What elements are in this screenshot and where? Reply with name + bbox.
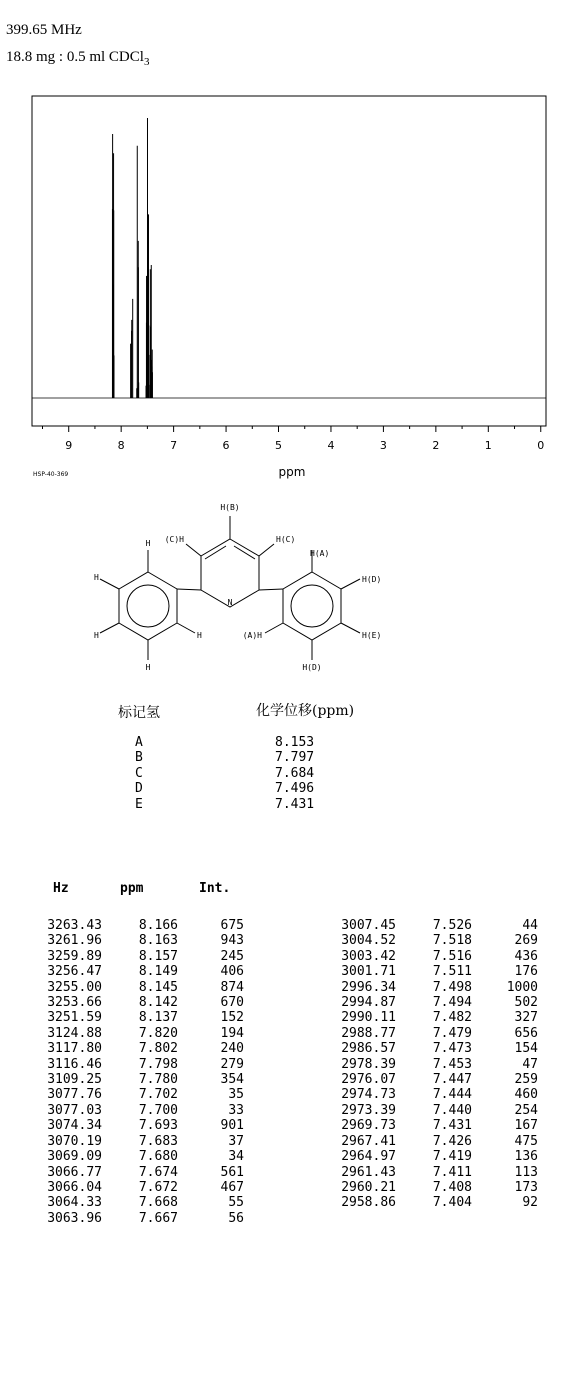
assignment-row (115, 781, 395, 796)
peak-row (328, 1087, 538, 1102)
peak-row (328, 1010, 538, 1025)
peak-int: 113 (514, 1164, 538, 1180)
assignment-row (115, 750, 395, 765)
peak-row (328, 980, 538, 995)
peak-int: 254 (514, 1102, 538, 1118)
peak-row (328, 949, 538, 964)
peak-int: 167 (514, 1118, 538, 1134)
peak-hz: 3004.52 (341, 933, 396, 949)
peak-ppm: 7.702 (138, 1087, 178, 1103)
peak-hz: 3261.96 (47, 933, 102, 949)
peak-int: 55 (228, 1195, 244, 1211)
peak-int: 92 (522, 1195, 538, 1211)
peak-hz: 3077.03 (47, 1102, 102, 1118)
peak-int: 245 (220, 948, 244, 964)
peak-hz: 3116.46 (47, 1056, 102, 1072)
sample-text: 18.8 mg : 0.5 ml CDCl (6, 49, 144, 65)
peak-hz: 3077.76 (47, 1087, 102, 1103)
peak-table-left (34, 918, 244, 1226)
peak-int: 436 (514, 948, 538, 964)
peak-hz: 3074.34 (47, 1118, 102, 1134)
peak-row (34, 1026, 244, 1041)
assignment-label: B (135, 750, 143, 766)
peak-int: 354 (220, 1072, 244, 1088)
peak-row (34, 964, 244, 979)
peak-row (34, 1165, 244, 1180)
peak-ppm: 7.440 (432, 1102, 472, 1118)
assignment-header-label: 标记氢 (118, 705, 160, 721)
label-hc-left: (C)H (164, 535, 184, 544)
assignment-row (115, 735, 395, 750)
label-h-4: H (145, 663, 151, 672)
peak-hz: 3003.42 (341, 948, 396, 964)
peak-hz: 2964.97 (341, 1149, 396, 1165)
label-he: H(E) (362, 631, 382, 640)
peak-ppm: 7.447 (432, 1072, 472, 1088)
peak-int: 194 (220, 1025, 244, 1041)
assignment-label: C (135, 765, 143, 781)
peak-hz: 2960.21 (341, 1179, 396, 1195)
peak-ppm: 7.674 (138, 1164, 178, 1180)
peak-row (328, 933, 538, 948)
peak-row (34, 1010, 244, 1025)
label-ha-top: H(A) (310, 549, 330, 558)
assignment-row (115, 797, 395, 812)
peak-int: 943 (220, 933, 244, 949)
peak-row (34, 1211, 244, 1226)
x-tick-label: 3 (379, 439, 387, 452)
peak-ppm: 7.419 (432, 1149, 472, 1165)
label-hd-bottom: H(D) (302, 663, 322, 672)
peak-layer (112, 118, 152, 398)
x-axis-label: ppm (278, 465, 306, 479)
peak-ppm: 8.157 (138, 948, 178, 964)
peak-ppm: 7.667 (138, 1210, 178, 1226)
peak-hz: 3063.96 (47, 1210, 102, 1226)
phenyl-ring-left (119, 572, 177, 640)
peak-int: 1000 (506, 979, 538, 995)
peak-row (34, 918, 244, 933)
peak-ppm: 7.680 (138, 1149, 178, 1165)
peak-int: 44 (522, 918, 538, 933)
peak-hz: 3263.43 (47, 918, 102, 933)
peak-hz: 2976.07 (341, 1072, 396, 1088)
molecular-structure (80, 498, 420, 688)
sample-description (6, 49, 149, 68)
peak-int: 34 (228, 1149, 244, 1165)
peak-row (34, 1087, 244, 1102)
label-hb: H(B) (220, 503, 240, 512)
peak-ppm: 7.802 (138, 1041, 178, 1057)
peak-hz: 2986.57 (341, 1041, 396, 1057)
peak-int: 675 (220, 918, 244, 933)
peak-hz: 3066.04 (47, 1179, 102, 1195)
peak-row (34, 1072, 244, 1087)
peak-row (328, 1041, 538, 1056)
spectrometer-frequency: 399.65 MHz (6, 22, 82, 38)
x-tick-label: 6 (222, 439, 230, 452)
peak-row (34, 1118, 244, 1133)
sample-subscript: 3 (143, 56, 150, 68)
peak-row (328, 1195, 538, 1210)
peak-row (34, 1134, 244, 1149)
peak-hz: 3251.59 (47, 1010, 102, 1026)
peak-int: 173 (514, 1179, 538, 1195)
peak-int: 561 (220, 1164, 244, 1180)
peak-hz: 2961.43 (341, 1164, 396, 1180)
peak-ppm: 7.820 (138, 1025, 178, 1041)
peak-hz: 2967.41 (341, 1133, 396, 1149)
peak-ppm: 7.511 (432, 964, 472, 980)
x-tick-label: 0 (537, 439, 545, 452)
label-h-5: H (197, 631, 202, 640)
peak-header-ppm: ppm (120, 881, 144, 896)
peak-ppm: 7.426 (432, 1133, 472, 1149)
peak-row (34, 980, 244, 995)
peak-ppm: 7.494 (432, 995, 472, 1011)
peak-ppm: 7.431 (432, 1118, 472, 1134)
peak-ppm: 7.404 (432, 1195, 472, 1211)
assignment-label: A (135, 735, 143, 750)
peak-int: 240 (220, 1041, 244, 1057)
x-axis (42, 426, 544, 452)
peak-hz: 3124.88 (47, 1025, 102, 1041)
peak-ppm: 8.137 (138, 1010, 178, 1026)
peak-table-right (328, 918, 538, 1211)
peak-ppm: 8.145 (138, 979, 178, 995)
assignment-shift: 8.153 (275, 735, 315, 750)
peak-ppm: 7.498 (432, 979, 472, 995)
peak-row (34, 949, 244, 964)
peak-int: 327 (514, 1010, 538, 1026)
peak-row (328, 1118, 538, 1133)
assignment-row (115, 766, 395, 781)
peak-row (328, 1026, 538, 1041)
peak-int: 37 (228, 1133, 244, 1149)
peak-row (328, 1072, 538, 1087)
peak-int: 152 (220, 1010, 244, 1026)
peak-row (34, 1057, 244, 1072)
peak-row (328, 1149, 538, 1164)
peak-row (328, 1057, 538, 1072)
peak-int: 279 (220, 1056, 244, 1072)
peak-int: 176 (514, 964, 538, 980)
label-h-2: H (94, 573, 99, 582)
peak-row (328, 1165, 538, 1180)
peak-hz: 3001.71 (341, 964, 396, 980)
peak-hz: 3066.77 (47, 1164, 102, 1180)
peak-ppm: 8.163 (138, 933, 178, 949)
peak-hz: 3070.19 (47, 1133, 102, 1149)
peak-hz: 3109.25 (47, 1072, 102, 1088)
plot-frame (32, 96, 546, 426)
peak-int: 502 (514, 995, 538, 1011)
label-hc-right: H(C) (276, 535, 296, 544)
peak-hz: 3117.80 (47, 1041, 102, 1057)
peak-ppm: 8.166 (138, 918, 178, 933)
peak-int: 47 (522, 1056, 538, 1072)
peak-ppm: 7.473 (432, 1041, 472, 1057)
peak-header-int: Int. (199, 881, 231, 896)
label-hd-right: H(D) (362, 575, 382, 584)
peak-ppm: 8.142 (138, 995, 178, 1011)
peak-hz: 2973.39 (341, 1102, 396, 1118)
peak-ppm: 7.526 (432, 918, 472, 933)
peak-int: 259 (514, 1072, 538, 1088)
peak-row (328, 1134, 538, 1149)
spectrum-code: HSP-40-369 (33, 471, 69, 478)
assignment-shift: 7.431 (275, 796, 315, 812)
peak-hz: 2958.86 (341, 1195, 396, 1211)
peak-hz: 2996.34 (341, 979, 396, 995)
peak-header-hz: Hz (53, 881, 69, 896)
peak-int: 874 (220, 979, 244, 995)
x-tick-label: 9 (65, 439, 73, 452)
x-tick-label: 2 (432, 439, 440, 452)
label-h-3: H (94, 631, 99, 640)
peak-int: 656 (514, 1025, 538, 1041)
peak-int: 467 (220, 1179, 244, 1195)
assignment-table (115, 735, 395, 812)
peak-row (328, 964, 538, 979)
peak-row (328, 995, 538, 1010)
peak-row (34, 995, 244, 1010)
peak-int: 406 (220, 964, 244, 980)
peak-ppm: 7.411 (432, 1164, 472, 1180)
peak-row (34, 1195, 244, 1210)
peak-int: 56 (228, 1210, 244, 1226)
assignment-label: D (135, 781, 143, 797)
peak-int: 269 (514, 933, 538, 949)
label-n: N (227, 598, 233, 607)
peak-hz: 3256.47 (47, 964, 102, 980)
assignment-label: E (135, 796, 143, 812)
peak-ppm: 7.479 (432, 1025, 472, 1041)
peak-ppm: 7.408 (432, 1179, 472, 1195)
peak-int: 154 (514, 1041, 538, 1057)
peak-ppm: 7.780 (138, 1072, 178, 1088)
assignment-header-shift: 化学位移(ppm) (256, 703, 355, 719)
peak-row (34, 1041, 244, 1056)
peak-hz: 2969.73 (341, 1118, 396, 1134)
peak-ppm: 7.453 (432, 1056, 472, 1072)
peak-ppm: 7.693 (138, 1118, 178, 1134)
peak-ppm: 7.516 (432, 948, 472, 964)
peak-hz: 2974.73 (341, 1087, 396, 1103)
peak-row (34, 1180, 244, 1195)
peak-int: 136 (514, 1149, 538, 1165)
peak-ppm: 8.149 (138, 964, 178, 980)
peak-hz: 3253.66 (47, 995, 102, 1011)
peak-hz: 2978.39 (341, 1056, 396, 1072)
peak-int: 901 (220, 1118, 244, 1134)
assignment-shift: 7.496 (275, 781, 315, 797)
peak-hz: 2990.11 (341, 1010, 396, 1026)
peak-ppm: 7.518 (432, 933, 472, 949)
x-tick-label: 4 (327, 439, 335, 452)
peak-hz: 3259.89 (47, 948, 102, 964)
assignment-shift: 7.684 (275, 765, 315, 781)
peak-row (328, 918, 538, 933)
peak-hz: 3069.09 (47, 1149, 102, 1165)
peak-ppm: 7.672 (138, 1179, 178, 1195)
peak-int: 475 (514, 1133, 538, 1149)
assignment-shift: 7.797 (275, 750, 315, 766)
x-tick-label: 7 (170, 439, 178, 452)
phenyl-ring-right (283, 572, 341, 640)
peak-row (328, 1103, 538, 1118)
peak-ppm: 7.683 (138, 1133, 178, 1149)
label-h-1: H (145, 539, 151, 548)
peak-hz: 2994.87 (341, 995, 396, 1011)
x-tick-label: 5 (275, 439, 283, 452)
label-ha-bottom: (A)H (242, 631, 262, 640)
peak-row (34, 933, 244, 948)
peak-row (328, 1180, 538, 1195)
peak-hz: 3007.45 (341, 918, 396, 933)
pyridine-ring (201, 539, 259, 607)
peak-hz: 3255.00 (47, 979, 102, 995)
x-tick-label: 8 (117, 439, 125, 452)
peak-ppm: 7.798 (138, 1056, 178, 1072)
peak-ppm: 7.444 (432, 1087, 472, 1103)
peak-int: 460 (514, 1087, 538, 1103)
nmr-spectrum-chart (0, 88, 570, 488)
peak-row (34, 1149, 244, 1164)
peak-hz: 2988.77 (341, 1025, 396, 1041)
peak-ppm: 7.482 (432, 1010, 472, 1026)
x-tick-label: 1 (484, 439, 492, 452)
peak-int: 35 (228, 1087, 244, 1103)
peak-row (34, 1103, 244, 1118)
peak-int: 33 (228, 1102, 244, 1118)
peak-ppm: 7.668 (138, 1195, 178, 1211)
peak-hz: 3064.33 (47, 1195, 102, 1211)
peak-int: 670 (220, 995, 244, 1011)
peak-ppm: 7.700 (138, 1102, 178, 1118)
